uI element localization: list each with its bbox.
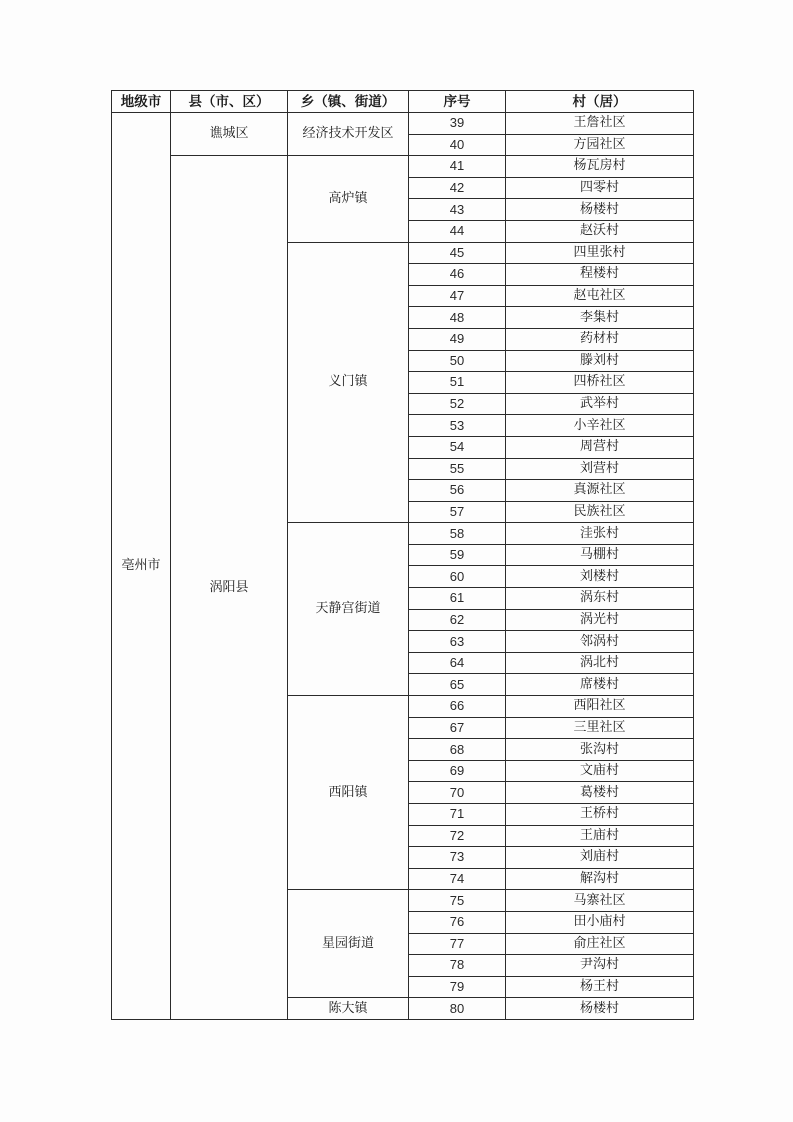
seq-cell: 46 bbox=[409, 264, 506, 286]
village-cell: 马棚村 bbox=[506, 544, 694, 566]
seq-cell: 60 bbox=[409, 566, 506, 588]
village-roster-table bbox=[111, 90, 694, 1020]
village-cell: 马寨社区 bbox=[506, 890, 694, 912]
seq-cell: 58 bbox=[409, 523, 506, 545]
seq-cell: 76 bbox=[409, 911, 506, 933]
village-cell: 王桥村 bbox=[506, 804, 694, 826]
seq-cell: 47 bbox=[409, 285, 506, 307]
seq-cell: 66 bbox=[409, 696, 506, 718]
seq-cell: 80 bbox=[409, 998, 506, 1020]
city-cell: 亳州市 bbox=[112, 113, 171, 1020]
village-cell: 周营村 bbox=[506, 436, 694, 458]
seq-cell: 62 bbox=[409, 609, 506, 631]
seq-cell: 49 bbox=[409, 328, 506, 350]
village-cell: 西阳社区 bbox=[506, 696, 694, 718]
seq-cell: 53 bbox=[409, 415, 506, 437]
header-city: 地级市 bbox=[112, 91, 171, 113]
village-cell: 席楼村 bbox=[506, 674, 694, 696]
village-cell: 四零村 bbox=[506, 177, 694, 199]
village-cell: 滕刘村 bbox=[506, 350, 694, 372]
seq-cell: 61 bbox=[409, 588, 506, 610]
village-cell: 李集村 bbox=[506, 307, 694, 329]
village-cell: 杨瓦房村 bbox=[506, 156, 694, 178]
seq-cell: 40 bbox=[409, 134, 506, 156]
table-row bbox=[112, 113, 694, 135]
village-cell: 真源社区 bbox=[506, 480, 694, 502]
town-cell-jingji: 经济技术开发区 bbox=[288, 113, 409, 156]
village-cell: 涡北村 bbox=[506, 652, 694, 674]
header-county: 县（市、区） bbox=[171, 91, 288, 113]
seq-cell: 67 bbox=[409, 717, 506, 739]
seq-cell: 54 bbox=[409, 436, 506, 458]
town-cell-xingyuan: 星园街道 bbox=[288, 890, 409, 998]
village-cell: 洼张村 bbox=[506, 523, 694, 545]
seq-cell: 39 bbox=[409, 113, 506, 135]
seq-cell: 52 bbox=[409, 393, 506, 415]
village-cell: 三里社区 bbox=[506, 717, 694, 739]
seq-cell: 78 bbox=[409, 955, 506, 977]
seq-cell: 59 bbox=[409, 544, 506, 566]
village-cell: 小辛社区 bbox=[506, 415, 694, 437]
village-cell: 刘楼村 bbox=[506, 566, 694, 588]
village-cell: 王庙村 bbox=[506, 825, 694, 847]
seq-cell: 43 bbox=[409, 199, 506, 221]
header-town: 乡（镇、街道） bbox=[288, 91, 409, 113]
seq-cell: 79 bbox=[409, 976, 506, 998]
seq-cell: 48 bbox=[409, 307, 506, 329]
village-cell: 赵沃村 bbox=[506, 220, 694, 242]
village-cell: 药材村 bbox=[506, 328, 694, 350]
village-cell: 刘庙村 bbox=[506, 847, 694, 869]
county-cell-guoyang: 涡阳县 bbox=[171, 156, 288, 1020]
header-village: 村（居） bbox=[506, 91, 694, 113]
village-cell: 杨王村 bbox=[506, 976, 694, 998]
village-cell: 四桥社区 bbox=[506, 372, 694, 394]
seq-cell: 65 bbox=[409, 674, 506, 696]
village-cell: 刘营村 bbox=[506, 458, 694, 480]
town-cell-gaolu: 高炉镇 bbox=[288, 156, 409, 242]
town-cell-xiyang: 西阳镇 bbox=[288, 696, 409, 890]
village-cell: 杨楼村 bbox=[506, 199, 694, 221]
village-cell: 方园社区 bbox=[506, 134, 694, 156]
seq-cell: 56 bbox=[409, 480, 506, 502]
seq-cell: 55 bbox=[409, 458, 506, 480]
seq-cell: 51 bbox=[409, 372, 506, 394]
village-cell: 四里张村 bbox=[506, 242, 694, 264]
seq-cell: 75 bbox=[409, 890, 506, 912]
village-cell: 田小庙村 bbox=[506, 911, 694, 933]
village-cell: 武举村 bbox=[506, 393, 694, 415]
seq-cell: 68 bbox=[409, 739, 506, 761]
village-cell: 程楼村 bbox=[506, 264, 694, 286]
village-cell: 赵屯社区 bbox=[506, 285, 694, 307]
seq-cell: 42 bbox=[409, 177, 506, 199]
seq-cell: 41 bbox=[409, 156, 506, 178]
village-cell: 民族社区 bbox=[506, 501, 694, 523]
village-cell: 张沟村 bbox=[506, 739, 694, 761]
village-cell: 王詹社区 bbox=[506, 113, 694, 135]
town-cell-chenda: 陈大镇 bbox=[288, 998, 409, 1020]
village-cell: 葛楼村 bbox=[506, 782, 694, 804]
village-cell: 解沟村 bbox=[506, 868, 694, 890]
seq-cell: 50 bbox=[409, 350, 506, 372]
village-cell: 涡东村 bbox=[506, 588, 694, 610]
seq-cell: 77 bbox=[409, 933, 506, 955]
seq-cell: 63 bbox=[409, 631, 506, 653]
town-cell-yimen: 义门镇 bbox=[288, 242, 409, 523]
town-cell-tianjinggong: 天静宫街道 bbox=[288, 523, 409, 696]
seq-cell: 44 bbox=[409, 220, 506, 242]
table-row bbox=[112, 156, 694, 178]
village-cell: 邻涡村 bbox=[506, 631, 694, 653]
seq-cell: 73 bbox=[409, 847, 506, 869]
village-cell: 尹沟村 bbox=[506, 955, 694, 977]
county-cell-qiaocheng: 谯城区 bbox=[171, 113, 288, 156]
seq-cell: 72 bbox=[409, 825, 506, 847]
village-cell: 涡光村 bbox=[506, 609, 694, 631]
seq-cell: 70 bbox=[409, 782, 506, 804]
seq-cell: 57 bbox=[409, 501, 506, 523]
village-cell: 杨楼村 bbox=[506, 998, 694, 1020]
village-cell: 俞庄社区 bbox=[506, 933, 694, 955]
table-header-row bbox=[112, 91, 694, 113]
seq-cell: 69 bbox=[409, 760, 506, 782]
seq-cell: 64 bbox=[409, 652, 506, 674]
header-seq: 序号 bbox=[409, 91, 506, 113]
seq-cell: 45 bbox=[409, 242, 506, 264]
seq-cell: 71 bbox=[409, 804, 506, 826]
village-cell: 文庙村 bbox=[506, 760, 694, 782]
seq-cell: 74 bbox=[409, 868, 506, 890]
